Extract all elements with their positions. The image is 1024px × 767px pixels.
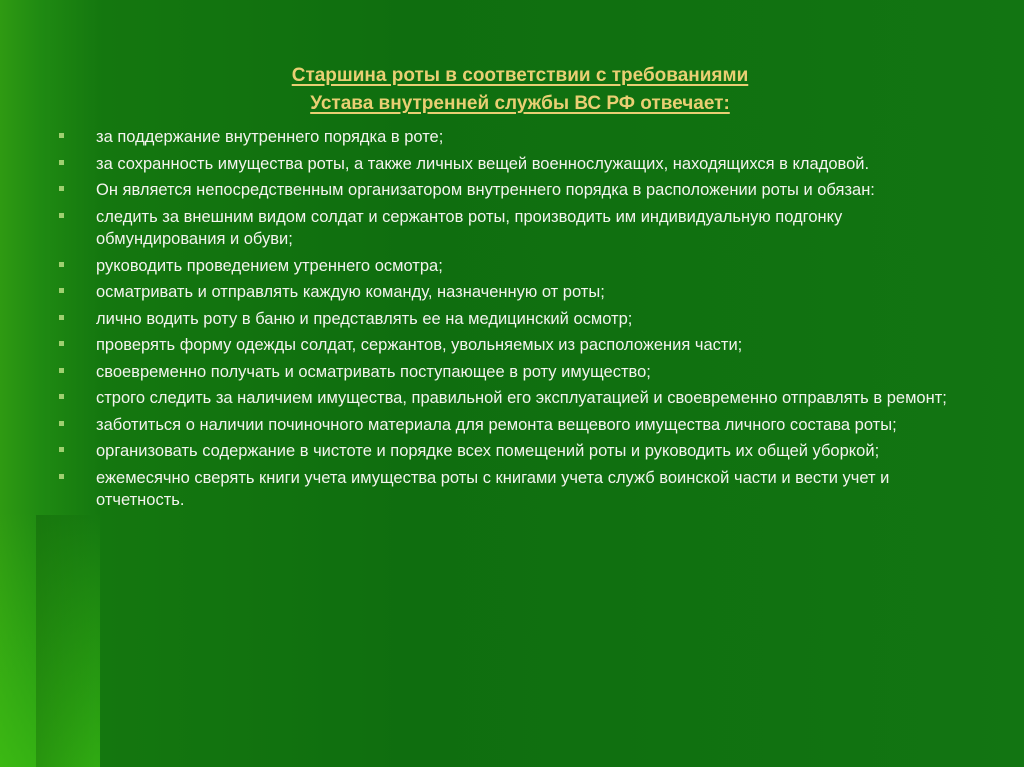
list-item <box>56 179 976 202</box>
bullet-icon <box>59 341 64 346</box>
list-item-text: следить за внешним видом солдат и сержантов роты, производить им индивидуальную подгонку обмундирования и обуви; <box>96 207 843 248</box>
bullet-icon <box>59 133 64 138</box>
bullet-icon <box>59 262 64 267</box>
slide-title <box>200 62 840 118</box>
bullet-icon <box>59 186 64 191</box>
list-item-text: проверять форму одежды солдат, сержантов, увольняемых из расположения части; <box>96 336 743 354</box>
list-item-text: своевременно получать и осматривать поступающее в роту имущество; <box>96 362 651 381</box>
list-item <box>56 126 976 149</box>
list-item <box>56 334 976 357</box>
list-item <box>56 281 976 304</box>
bullet-icon <box>59 447 64 452</box>
bullet-icon <box>59 315 64 320</box>
list-item <box>56 206 976 251</box>
bullet-icon <box>59 288 64 293</box>
list-item <box>56 153 976 176</box>
list-item <box>56 361 976 384</box>
bullet-icon <box>59 474 64 479</box>
list-item <box>56 440 976 463</box>
bullet-icon <box>59 213 64 218</box>
bullet-icon <box>59 394 64 399</box>
list-item-text: ежемесячно сверять книги учета имущества роты с книгами учета служб воинской части и вести учет и отчетность. <box>96 468 890 509</box>
list-item <box>56 308 976 331</box>
list-item-text: лично водить роту в баню и представлять ее на медицинский осмотр; <box>96 309 633 328</box>
bullet-icon <box>59 421 64 426</box>
list-item-text: строго следить за наличием имущества, правильной его эксплуатацией и своевременно отправлять в ремонт; <box>96 389 947 407</box>
list-item-text: осматривать и отправлять каждую команду, назначенную от роты; <box>96 283 605 301</box>
title-line-1: Старшина роты в соответствии с требованиями <box>291 65 749 86</box>
list-item-text: заботиться о наличии починочного материала для ремонта вещевого имущества личного состава роты; <box>96 415 897 434</box>
duties-list <box>56 126 976 516</box>
list-item-text: за сохранность имущества роты, а также личных вещей военнослужащих, находящихся в кладовой. <box>96 154 870 173</box>
list-item-text: руководить проведением утреннего осмотра; <box>96 256 443 275</box>
title-line-2: Устава внутренней службы ВС РФ отвечает: <box>310 93 730 114</box>
list-item <box>56 467 976 512</box>
bullet-icon <box>59 160 64 165</box>
list-item <box>56 255 976 278</box>
list-item-text: Он является непосредственным организатором внутреннего порядка в расположении роты и обязан: <box>96 181 875 199</box>
list-item <box>56 387 976 410</box>
bullet-icon <box>59 368 64 373</box>
list-item-text: за поддержание внутреннего порядка в роте; <box>96 128 444 146</box>
list-item-text: организовать содержание в чистоте и порядке всех помещений роты и руководить их общей уборкой; <box>96 442 880 460</box>
list-item <box>56 414 976 437</box>
